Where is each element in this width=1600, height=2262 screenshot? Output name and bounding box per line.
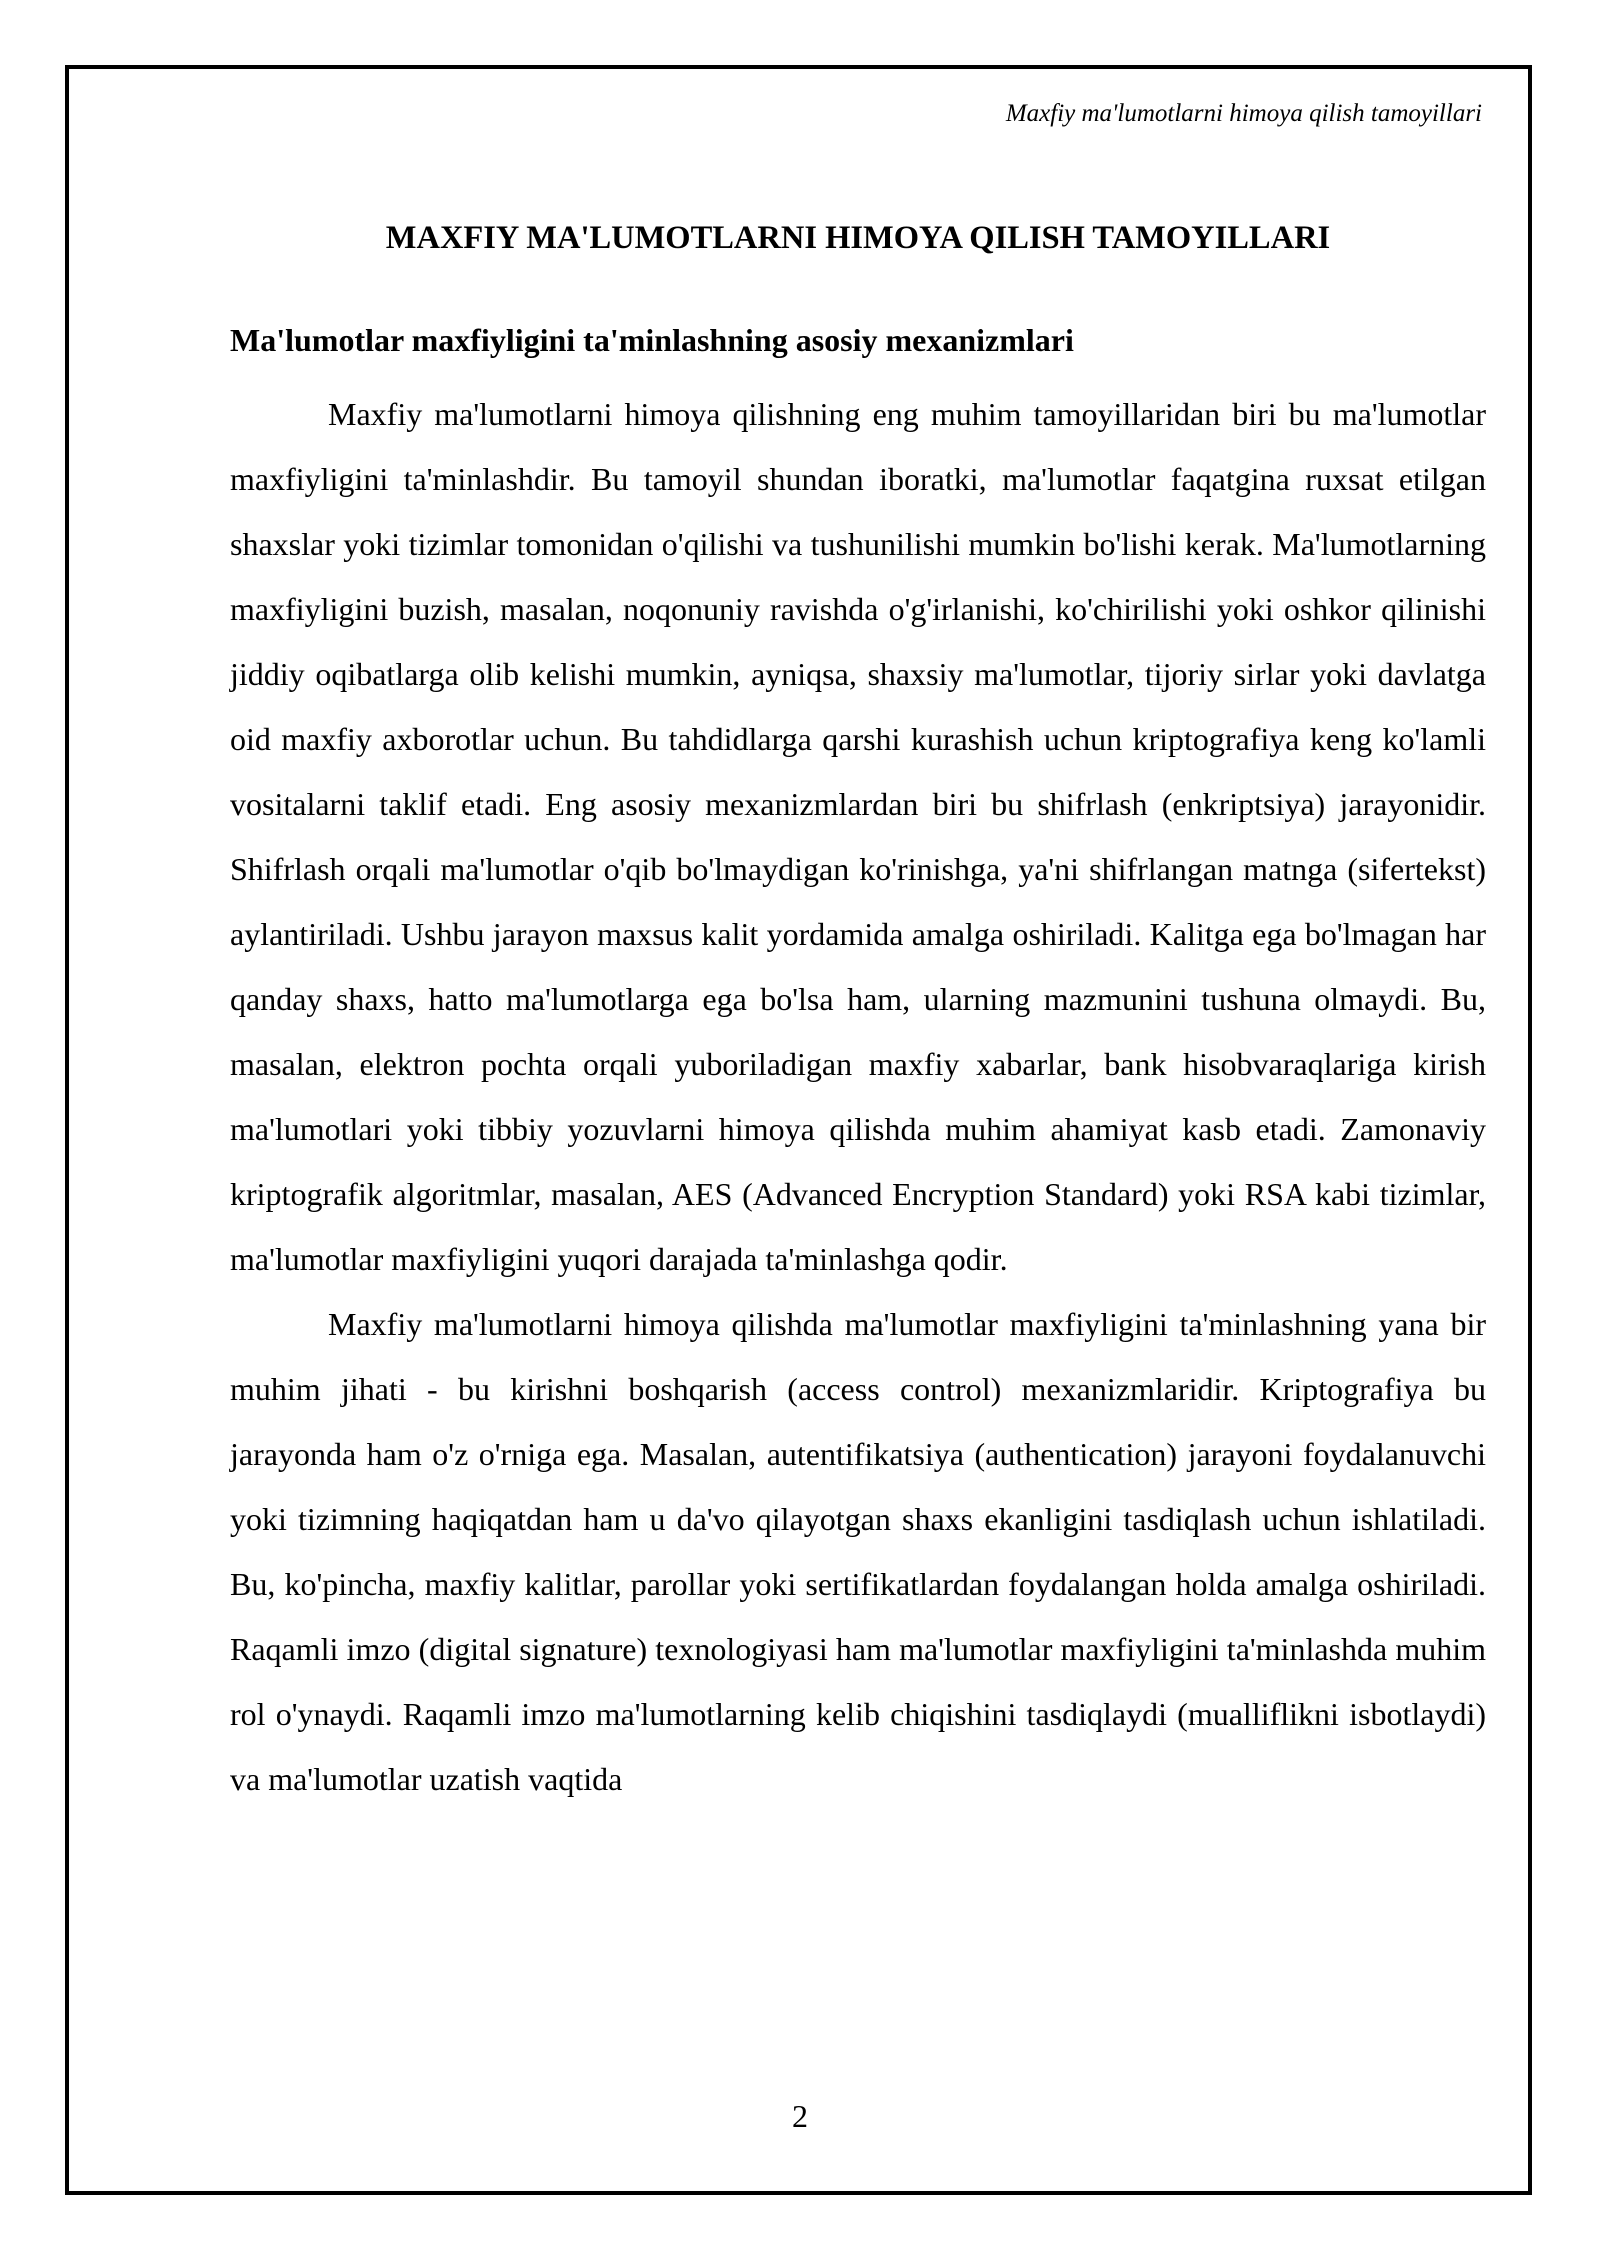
document-title: MAXFIY MA'LUMOTLARNI HIMOYA QILISH TAMOYILLARI: [385, 220, 1331, 256]
body-paragraph-1: Maxfiy ma'lumotlarni himoya qilishning eng muhim tamoyillaridan biri bu ma'lumotlar maxfiyligini ta'minlashdir. Bu tamoyil shundan iboratki, ma'lumotlar faqatgina ruxsat etilgan shaxslar yoki tizimlar tomonidan o'qilishi va tushunilishi mumkin bo'lishi kerak. Ma'lumotlarning maxfiyligini buzish, masalan, noqonuniy ravishda o'g'irlanishi, ko'chirilishi yoki oshkor qilinishi jiddiy oqibatlarga olib kelishi mumkin, ayniqsa, shaxsiy ma'lumotlar, tijoriy sirlar yoki davlatga oid maxfiy axborotlar uchun. Bu tahdidlarga qarshi kurashish uchun kriptografiya keng ko'lamli vositalarni taklif etadi. Eng asosiy mexanizmlardan biri bu shifrlash (enkriptsiya) jarayonidir. Shifrlash orqali ma'lumotlar o'qib bo'lmaydigan ko'rinishga, ya'ni shifrlangan matnga (sifertekst) aylantiriladi. Ushbu jarayon maxsus kalit yordamida amalga oshiriladi. Kalitga ega bo'lmagan har qanday shaxs, hatto ma'lumotlarga ega bo'lsa ham, ularning mazmunini tushuna olmaydi. Bu, masalan, elektron pochta orqali yuboriladigan maxfiy xabarlar, bank hisobvaraqlariga kirish ma'lumotlari yoki tibbiy yozuvlarni himoya qilishda muhim ahamiyat kasb etadi. Zamonaviy kriptografik algoritmlar, masalan, AES (Advanced Encryption Standard) yoki RSA kabi tizimlar, ma'lumotlar maxfiyligini yuqori darajada ta'minlashga qodir.: [230, 396, 1486, 1277]
page-content: [230, 206, 1486, 1812]
page-number: 2: [792, 2098, 808, 2134]
section-heading: Ma'lumotlar maxfiyligini ta'minlashning asosiy mexanizmlari: [230, 322, 1074, 358]
running-header: Maxfiy ma'lumotlarni himoya qilish tamoyillari: [1005, 100, 1482, 127]
body-paragraph-2: Maxfiy ma'lumotlarni himoya qilishda ma'lumotlar maxfiyligini ta'minlashning yana bir muhim jihati - bu kirishni boshqarish (access control) mexanizmlaridir. Kriptografiya bu jarayonda ham o'z o'rniga ega. Masalan, autentifikatsiya (authentication) jarayoni foydalanuvchi yoki tizimning haqiqatdan ham u da'vo qilayotgan shaxs ekanligini tasdiqlash uchun ishlatiladi. Bu, ko'pincha, maxfiy kalitlar, parollar yoki sertifikatlardan foydalangan holda amalga oshiriladi. Raqamli imzo (digital signature) texnologiyasi ham ma'lumotlar maxfiyligini ta'minlashda muhim rol o'ynaydi. Raqamli imzo ma'lumotlarning kelib chiqishini tasdiqlaydi (mualliflikni isbotlaydi) va ma'lumotlar uzatish vaqtida: [230, 1306, 1486, 1797]
